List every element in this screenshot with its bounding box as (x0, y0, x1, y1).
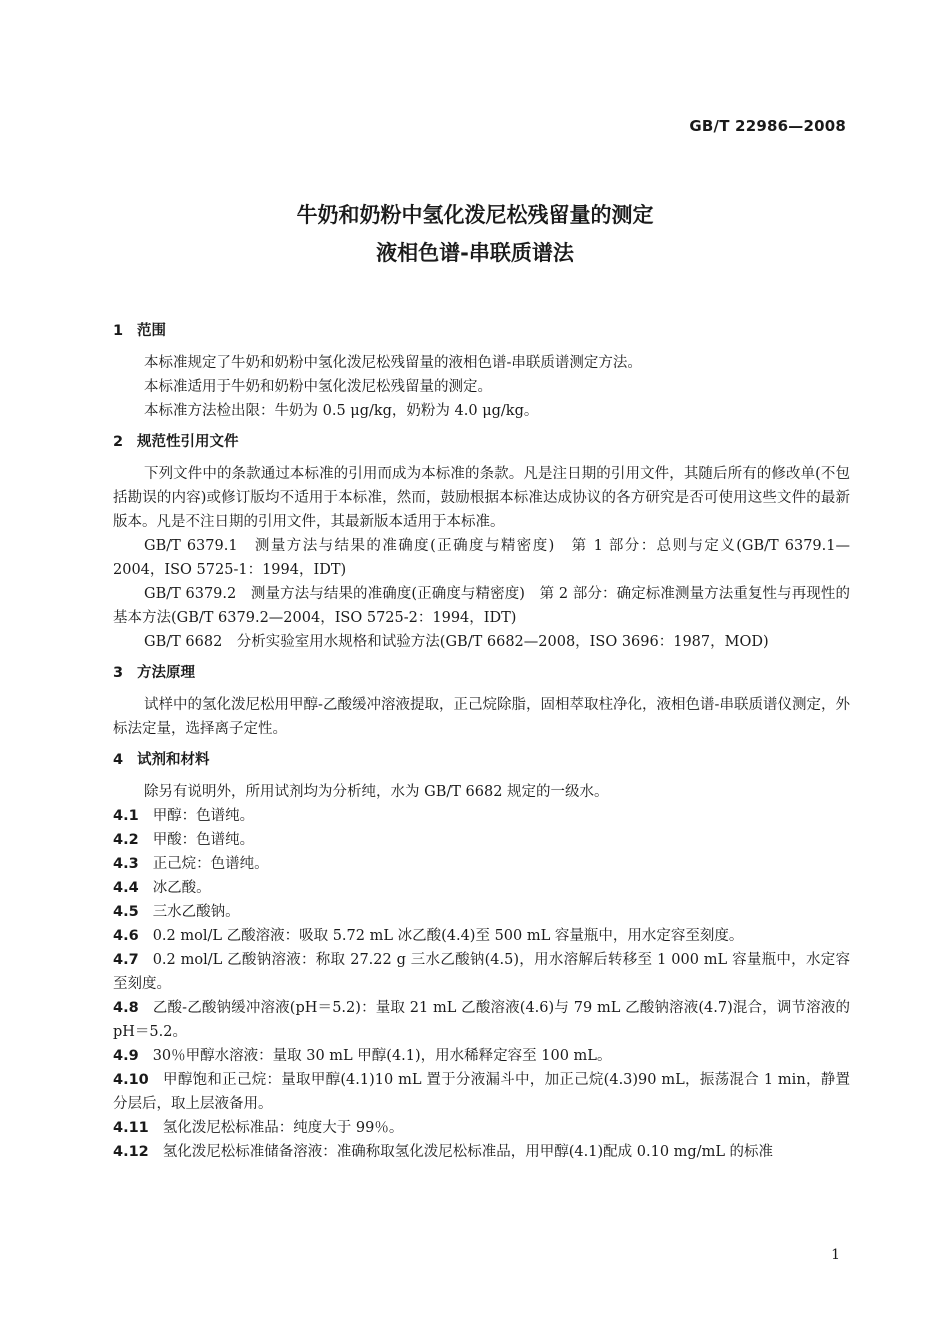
section-scope (113, 319, 850, 423)
reagent-item: 4.3 正己烷：色谱纯。 (113, 856, 269, 872)
paragraph: 本标准适用于牛奶和奶粉中氢化泼尼松残留量的测定。 (144, 379, 492, 395)
section-normative-references (113, 430, 850, 654)
section-reagents (113, 748, 850, 1164)
reference-entry: GB/T 6379.1 测量方法与结果的准确度(正确度与精密度) 第 1 部分：总则与定义(GB/T 6379.1—2004，ISO 5725-1：1994，IDT) (113, 538, 850, 578)
page-number: 1 (831, 1247, 840, 1263)
reagent-item: 4.1 甲醇：色谱纯。 (113, 808, 255, 824)
reagent-item: 4.9 30％甲醇水溶液：量取 30 mL 甲醇(4.1)，用水稀释定容至 100 mL。 (113, 1048, 612, 1064)
paragraph: 下列文件中的条款通过本标准的引用而成为本标准的条款。凡是注日期的引用文件，其随后所有的修改单(不包括勘误的内容)或修订版均不适用于本标准，然而，鼓励根据本标准达成协议的各方研究是否可使用这些文件的最新版本。凡是不注日期的引用文件，其最新版本适用于本标准。 (113, 466, 850, 530)
paragraph: 除另有说明外，所用试剂均为分析纯，水为 GB/T 6682 规定的一级水。 (144, 784, 609, 800)
paragraph: 本标准规定了牛奶和奶粉中氢化泼尼松残留量的液相色谱-串联质谱测定方法。 (144, 355, 642, 371)
section-heading: 2 规范性引用文件 (113, 434, 239, 450)
section-heading: 1 范围 (113, 323, 166, 339)
title-line-1: 牛奶和奶粉中氢化泼尼松残留量的测定 (296, 203, 654, 227)
reference-entry: GB/T 6682 分析实验室用水规格和试验方法(GB/T 6682—2008，ISO 3696：1987，MOD) (144, 634, 769, 650)
paragraph: 试样中的氢化泼尼松用甲醇-乙酸缓冲溶液提取，正己烷除脂，固相萃取柱净化，液相色谱-串联质谱仪测定，外标法定量，选择离子定性。 (113, 697, 850, 737)
reagent-item: 4.10 甲醇饱和正己烷：量取甲醇(4.1)10 mL 置于分液漏斗中，加正己烷(4.3)90 mL，振荡混合 1 min，静置分层后，取上层液备用。 (113, 1072, 850, 1112)
reagent-item: 4.12 氢化泼尼松标准储备溶液：准确称取氢化泼尼松标准品，用甲醇(4.1)配成 0.10 mg/mL 的标准 (113, 1144, 774, 1160)
standard-number: GB/T 22986—2008 (689, 117, 846, 135)
title-line-2: 液相色谱-串联质谱法 (376, 241, 574, 265)
reference-entry: GB/T 6379.2 测量方法与结果的准确度(正确度与精密度) 第 2 部分：确定标准测量方法重复性与再现性的基本方法(GB/T 6379.2—2004，ISO 5725-2：1994，IDT) (113, 586, 850, 626)
reagent-item: 4.6 0.2 mol/L 乙酸溶液：吸取 5.72 mL 冰乙酸(4.4)至 500 mL 容量瓶中，用水定容至刻度。 (113, 928, 744, 944)
reagent-item: 4.7 0.2 mol/L 乙酸钠溶液：称取 27.22 g 三水乙酸钠(4.5)，用水溶解后转移至 1 000 mL 容量瓶中，水定容至刻度。 (113, 952, 850, 992)
paragraph: 本标准方法检出限：牛奶为 0.5 μg/kg，奶粉为 4.0 μg/kg。 (144, 403, 539, 419)
document-body (113, 319, 850, 1171)
reagent-item: 4.5 三水乙酸钠。 (113, 904, 240, 920)
reagent-item: 4.11 氢化泼尼松标准品：纯度大于 99％。 (113, 1120, 404, 1136)
reagent-item: 4.4 冰乙酸。 (113, 880, 211, 896)
document-title (0, 196, 950, 272)
section-heading: 4 试剂和材料 (113, 752, 210, 768)
reagent-item: 4.2 甲酸：色谱纯。 (113, 832, 255, 848)
reagent-item: 4.8 乙酸-乙酸钠缓冲溶液(pH＝5.2)：量取 21 mL 乙酸溶液(4.6)与 79 mL 乙酸钠溶液(4.7)混合，调节溶液的 pH＝5.2。 (113, 1000, 850, 1040)
section-principle (113, 661, 850, 741)
section-heading: 3 方法原理 (113, 665, 195, 681)
